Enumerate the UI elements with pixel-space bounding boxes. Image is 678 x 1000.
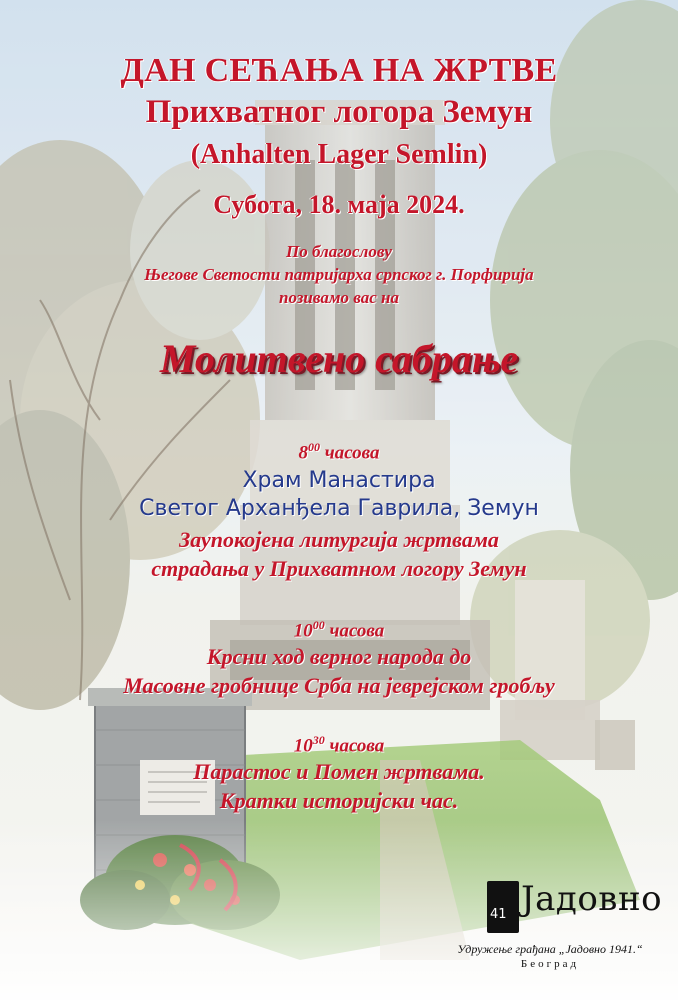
time-minutes: 00 xyxy=(312,618,325,632)
blessing-line-1: По благослову xyxy=(286,242,392,261)
schedule-desc-1b: страдања у Прихватном логору Земун xyxy=(151,556,527,581)
schedule-desc-1a: Заупокојена литургија жртвама xyxy=(179,527,499,552)
schedule-time-1 xyxy=(0,440,678,464)
logo-number: 41 xyxy=(490,907,507,922)
time-hour: 8 xyxy=(298,442,308,464)
logo-text: Јадовно xyxy=(521,879,663,919)
jadovno-logo xyxy=(487,873,663,935)
schedule-desc-2a: Крсни ход верног народа до xyxy=(206,644,472,669)
blessing-line-2: Његове Светости патријарха српског г. Порфирија xyxy=(144,265,534,284)
event-date: Субота, 18. маја 2024. xyxy=(213,190,465,219)
schedule-time-3 xyxy=(0,733,678,757)
title-line-3: (Anhalten Lager Semlin) xyxy=(190,139,488,170)
schedule-desc-3a: Парастос и Помен жртвама. xyxy=(193,759,485,784)
schedule-time-2 xyxy=(0,618,678,642)
time-unit: часова xyxy=(329,735,385,757)
time-minutes: 00 xyxy=(307,440,320,454)
schedule-desc-2b: Масовне гробнице Срба на јеврејском гробљу xyxy=(123,673,555,698)
schedule-desc-3b: Кратки историјски час. xyxy=(219,788,459,813)
time-hour: 10 xyxy=(293,620,313,642)
blessing-line-3: позивамо вас на xyxy=(279,288,399,307)
headline: Молитвено сабрање xyxy=(159,336,519,381)
title-line-1: ДАН СЕЋАЊА НА ЖРТВЕ xyxy=(120,52,558,89)
title-line-2: Прихватног логора Земун xyxy=(145,94,533,130)
time-unit: часова xyxy=(329,620,385,642)
association-city: Београд xyxy=(520,958,580,970)
time-minutes: 30 xyxy=(312,733,325,747)
association-name: Удружење грађана „Јадовно 1941.“ xyxy=(457,942,643,956)
logo-mark-icon xyxy=(487,881,519,933)
schedule-place-line-1: Храм Манастира xyxy=(242,468,436,493)
time-hour: 10 xyxy=(293,735,313,757)
schedule-place-line-2: Светог Арханђела Гаврила, Земун xyxy=(139,496,539,521)
time-unit: часова xyxy=(324,442,380,464)
